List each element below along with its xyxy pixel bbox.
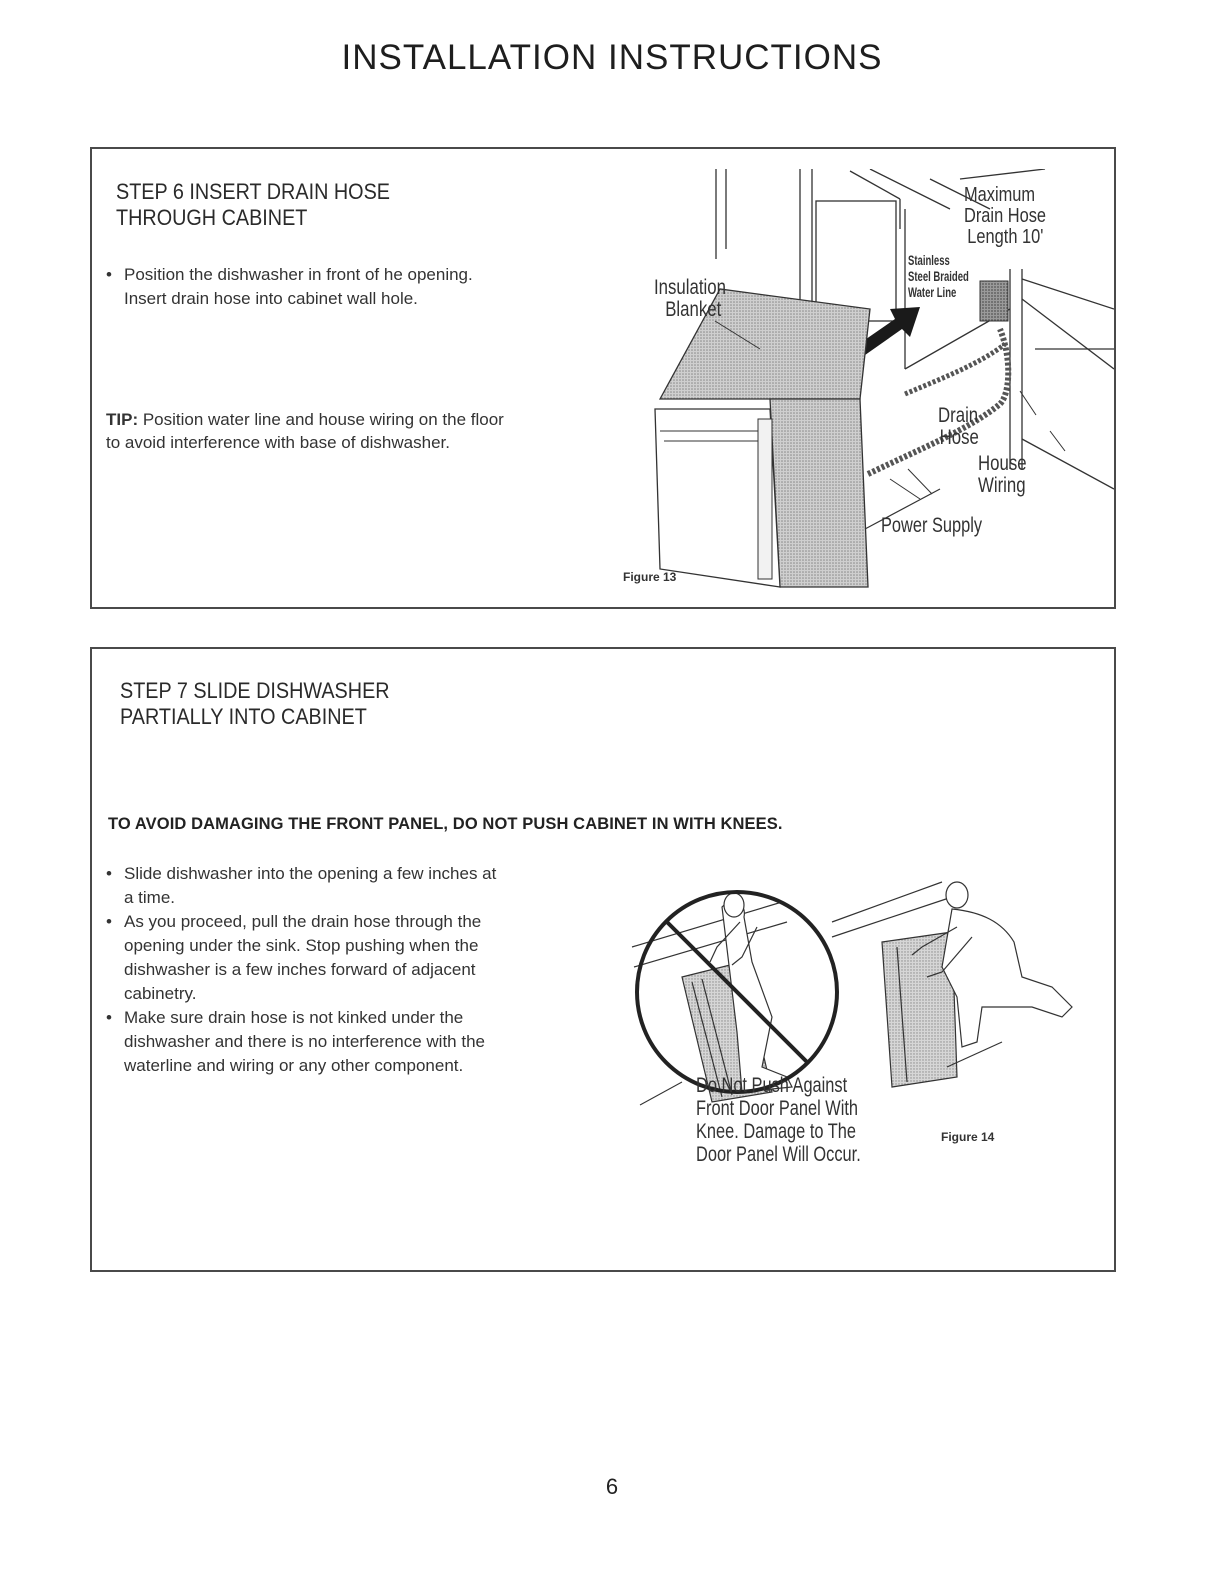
step-6-panel (90, 147, 1116, 609)
label-steel-braided-water-line: Stainless Steel Braided Water Line (908, 252, 969, 300)
step-7-title-line-2: PARTIALLY INTO CABINET (120, 704, 367, 729)
list-item: • Position the dishwasher in front of he opening. Insert drain hose into cabinet wall hole. (106, 263, 473, 311)
step-6-tip (106, 408, 504, 454)
list-item: • As you proceed, pull the drain hose through the opening under the sink. Stop pushing when the dishwasher is a few inches forward of adjacent cabinetry. (106, 910, 496, 1006)
page-title: INSTALLATION INSTRUCTIONS (341, 38, 883, 77)
step-7-bullets (106, 862, 496, 1078)
step-7-title (120, 678, 390, 730)
label-max-drain-hose: Maximum Drain Hose Length 10' (964, 184, 1047, 248)
step-6-title (116, 179, 390, 231)
page-number: 6 (605, 1474, 619, 1499)
step-7-title-line-1: STEP 7 SLIDE DISHWASHER (120, 678, 390, 703)
figure-14-note: Do Not Push Against Front Door Panel With Knee. Damage to The Door Panel Will Occur. (696, 1074, 861, 1166)
figure-14-caption: Figure 14 (941, 1130, 995, 1144)
label-insulation-blanket: Insulation Blanket (654, 276, 726, 321)
tip-line-2: to avoid interference with base of dishwasher. (106, 433, 450, 452)
step-7-warning: TO AVOID DAMAGING THE FRONT PANEL, DO NOT PUSH CABINET IN WITH KNEES. (108, 815, 783, 833)
tip-label: TIP: (106, 410, 139, 429)
step-7-panel (90, 647, 1116, 1272)
step-6-bullets (106, 263, 473, 311)
label-power-supply: Power Supply (881, 514, 983, 537)
label-drain-hose: Drain Hose (938, 404, 979, 449)
label-house-wiring: House Wiring (978, 452, 1027, 497)
tip-line-1: Position water line and house wiring on the floor (138, 410, 504, 429)
figure-13-caption: Figure 13 (623, 570, 677, 584)
step-6-title-line-1: STEP 6 INSERT DRAIN HOSE (116, 179, 390, 204)
list-item: • Slide dishwasher into the opening a few inches at a time. (106, 862, 496, 910)
list-item: • Make sure drain hose is not kinked under the dishwasher and there is no interference with the waterline and wiring or any other component. (106, 1006, 496, 1078)
step-6-title-line-2: THROUGH CABINET (116, 205, 308, 230)
